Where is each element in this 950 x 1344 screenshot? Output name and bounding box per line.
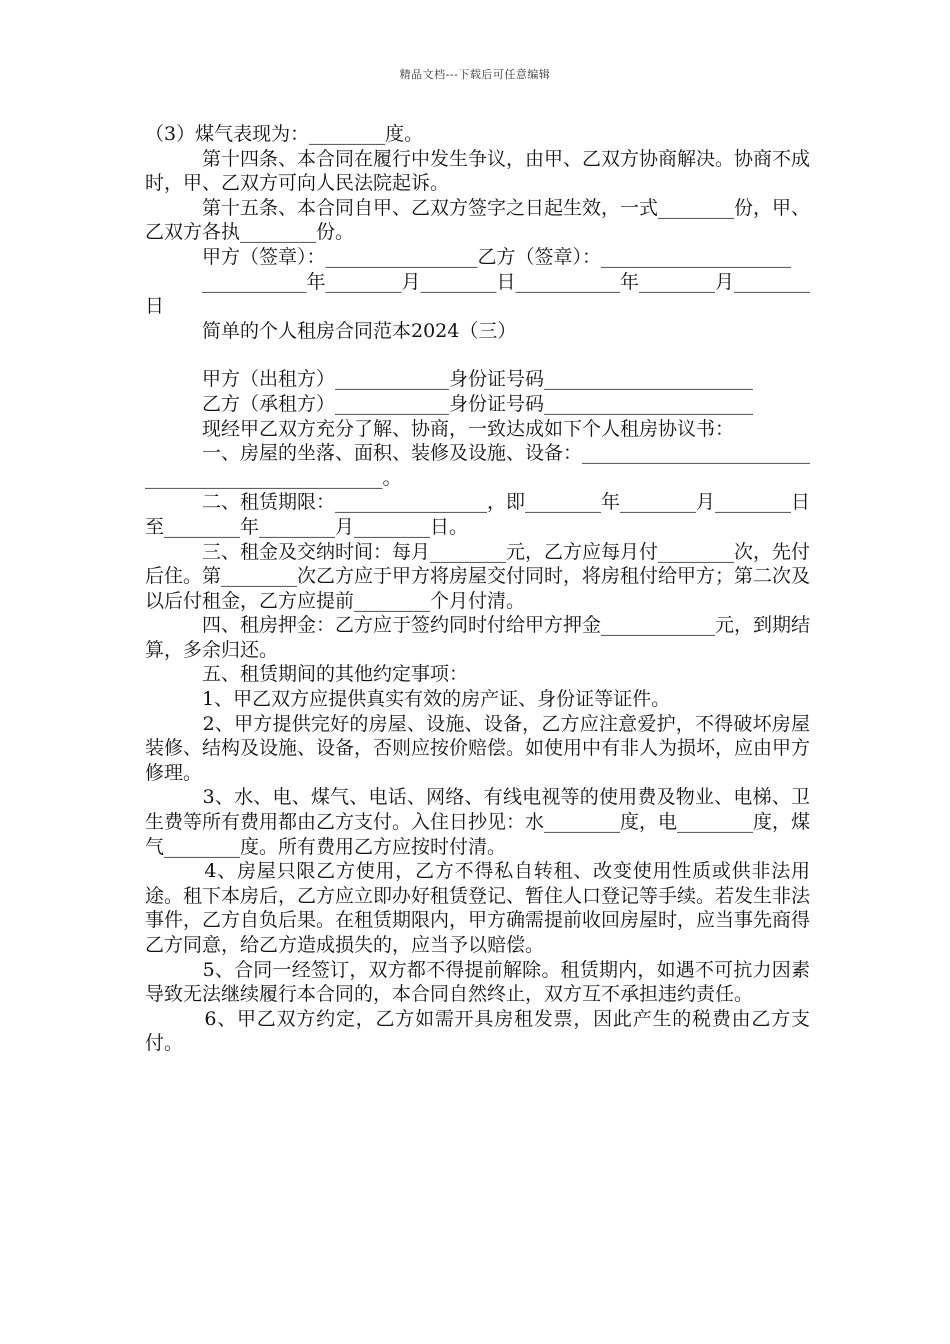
blank-line: [145, 343, 810, 367]
paragraph-term-1: 1、甲乙双方应提供真实有效的房产证、身份证等证件。: [145, 688, 671, 711]
paragraph-term-2: 2、甲方提供完好的房屋、设施、设备，乙方应注意爱护，不得破坏房屋装修、结构及设施、设备，否则应按价赔偿。如使用中有非人为损坏，应由甲方修理。: [145, 712, 811, 784]
paragraph-agreement-intro: 现经甲乙双方充分了解、协商，一致达成如下个人租房协议书：: [145, 417, 735, 440]
paragraph-term-4: 4、房屋只限乙方使用，乙方不得私自转租、改变使用性质或供非法用途。租下本房后，乙方应立即办好租赁登记、暂住人口登记等手续。若发生非法事件，乙方自负后果。在租赁期限内，甲方确需提前收回房屋时，应当事先商得乙方同意，给乙方造成损失的，应当予以赔偿。: [145, 860, 811, 956]
paragraph-article-14: 第十四条、本合同在履行中发生争议，由甲、乙双方协商解决。协商不成时，甲、乙双方可向人民法院起诉。: [145, 147, 811, 195]
paragraph-house-location: 一、房屋的坐落、面积、装修及设施、设备：_________________________________________________。: [145, 442, 811, 489]
paragraph-rent-payment: 三、租金及交纳时间：每月________元，乙方应每月付________次，先付后住。第________次乙方应于甲方将房屋交付同时，将房租付给甲方；第二次及以后付租金，乙方应提前________个月付清。: [145, 540, 811, 612]
paragraph-other-terms: 五、租赁期间的其他约定事项：: [145, 663, 469, 686]
paragraph-landlord: 甲方（出租方）____________身份证号码______________________: [145, 368, 754, 391]
paragraph-signatures: 甲方（签章）：________________乙方（签章）：____________________: [145, 245, 792, 268]
paragraph-tenant: 乙方（承租方）____________身份证号码______________________: [145, 392, 754, 415]
paragraph-sign-dates: ___________年________月________日___________年________月________日: [145, 270, 811, 318]
paragraph-deposit: 四、租房押金：乙方应于签约同时付给甲方押金____________元，到期结算，多余归还。: [145, 614, 811, 661]
page-header: 精品文档---下载后可任意编辑: [399, 68, 551, 81]
section-title: 简单的个人租房合同范本2024（三）: [145, 319, 517, 342]
paragraph-term-5: 5、合同一经签订，双方都不得提前解除。租赁期内，如遇不可抗力因素导致无法继续履行本合同的，本合同自然终止，双方互不承担违约责任。: [145, 958, 810, 1006]
paragraph-term-6: 6、甲乙双方约定，乙方如需开具房租发票，因此产生的税费由乙方支付。: [145, 1007, 810, 1055]
paragraph-article-15: 第十五条、本合同自甲、乙双方签字之日起生效，一式________份，甲、乙双方各执________份。: [145, 196, 811, 244]
document-body: [145, 122, 810, 1056]
paragraph-lease-term: 二、租赁期限：________________，即________年________月________日至________年________月________日。: [145, 491, 811, 538]
paragraph-term-3: 3、水、电、煤气、电话、网络、有线电视等的使用费及物业、电梯、卫生费等所有费用都由乙方支付。入住日抄见：水________度，电________度，煤气________度。所有费用乙方应按时付清。: [145, 786, 811, 858]
paragraph-gas-meter: （3）煤气表现为：________度。: [145, 123, 424, 145]
